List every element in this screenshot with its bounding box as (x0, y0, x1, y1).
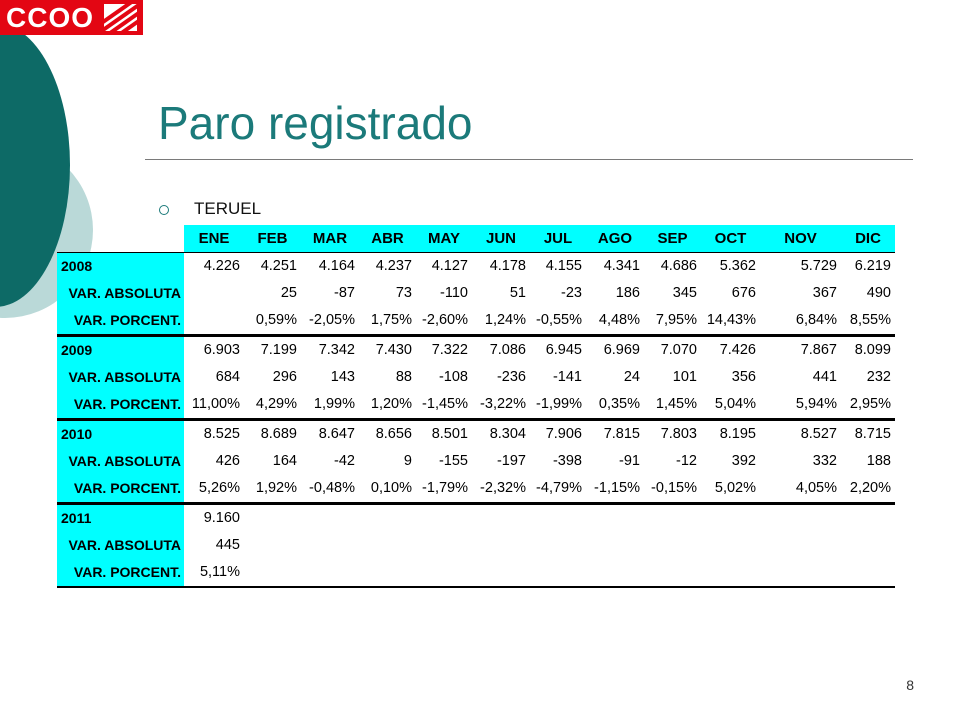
table-cell: 73 (395, 285, 412, 301)
month-header: JUL (530, 225, 586, 253)
table-cell: 8.715 (841, 420, 895, 449)
province-label: TERUEL (194, 199, 262, 218)
table-cell: 1,45% (655, 396, 697, 412)
unemployment-table (57, 225, 895, 588)
table-cell: 25 (280, 285, 297, 301)
table-cell: -1,79% (422, 480, 468, 496)
page-number: 8 (906, 677, 914, 693)
table-cell: -2,60% (422, 312, 468, 328)
table-cell: 4,48% (598, 312, 640, 328)
table-cell (359, 532, 416, 559)
table-cell: -398 (552, 453, 582, 469)
table-cell: 332 (812, 453, 837, 469)
table-cell: 367 (812, 285, 837, 301)
month-header: SEP (644, 225, 701, 253)
table-cell: 2,95% (849, 396, 891, 412)
table-cell: 6.969 (586, 336, 644, 365)
table-cell (244, 559, 301, 587)
table-cell: 11,00% (191, 396, 240, 412)
table-cell (586, 559, 644, 587)
table-cell (244, 504, 301, 533)
month-header: JUN (472, 225, 530, 253)
year-row (57, 504, 895, 533)
year-row (57, 336, 895, 365)
table-cell: -12 (676, 453, 697, 469)
table-cell: 445 (215, 537, 240, 553)
table-cell: 7.322 (416, 336, 472, 365)
table-cell: 5.729 (760, 253, 841, 281)
table-cell: 5,94% (795, 396, 837, 412)
table-cell (184, 307, 244, 336)
table-cell: -108 (438, 369, 468, 385)
table-cell: -141 (552, 369, 582, 385)
table-cell: 8.501 (416, 420, 472, 449)
table-cell: 9 (403, 453, 412, 469)
table-cell: 5,04% (714, 396, 756, 412)
table-cell: -236 (496, 369, 526, 385)
table-cell: 6,84% (795, 312, 837, 328)
table-cell: 1,75% (370, 312, 412, 328)
table-cell: 0,10% (370, 480, 412, 496)
table-cell: 7.815 (586, 420, 644, 449)
row-label: VAR. PORCENT. (57, 559, 184, 587)
table-cell (472, 532, 530, 559)
table-cell: 4.251 (244, 253, 301, 281)
hollow-circle-bullet-icon (159, 205, 169, 215)
month-header: DIC (841, 225, 895, 253)
table-cell: -2,05% (309, 312, 355, 328)
table-cell (530, 504, 586, 533)
table-cell: 164 (272, 453, 297, 469)
table-cell: 8.527 (760, 420, 841, 449)
month-header: MAR (301, 225, 359, 253)
table-cell (586, 504, 644, 533)
table-cell: 101 (672, 369, 697, 385)
table-cell: -1,45% (422, 396, 468, 412)
table-cell: 1,99% (313, 396, 355, 412)
absolute-variation-row (57, 280, 895, 307)
table-cell: -2,32% (480, 480, 526, 496)
table-cell: 8.195 (701, 420, 760, 449)
table-cell: 4.178 (472, 253, 530, 281)
table-cell: 0,59% (255, 312, 297, 328)
table-cell: 7.803 (644, 420, 701, 449)
table-cell (530, 559, 586, 587)
table-cell: 5,26% (198, 480, 240, 496)
aragon-flag-icon (104, 4, 137, 31)
month-header: OCT (701, 225, 760, 253)
table-cell: -155 (438, 453, 468, 469)
page-title: Paro registrado (158, 97, 473, 149)
table-cell (301, 504, 359, 533)
table-cell: -197 (496, 453, 526, 469)
table-cell: -91 (619, 453, 640, 469)
ccoo-logo (0, 0, 143, 35)
row-label: VAR. ABSOLUTA (57, 532, 184, 559)
table-cell: 8.689 (244, 420, 301, 449)
table-cell (472, 504, 530, 533)
year-label: 2011 (57, 504, 184, 533)
table-cell: 7.342 (301, 336, 359, 365)
table-cell: 5,02% (714, 480, 756, 496)
table-cell: 232 (866, 369, 891, 385)
month-header: NOV (760, 225, 841, 253)
table-cell: 4.237 (359, 253, 416, 281)
year-label: 2009 (57, 336, 184, 365)
table-cell: 7.426 (701, 336, 760, 365)
table-cell (416, 532, 472, 559)
table-cell: 7,95% (655, 312, 697, 328)
table-cell: -1,15% (594, 480, 640, 496)
year-row (57, 253, 895, 281)
table-cell (359, 504, 416, 533)
table-cell: 8.099 (841, 336, 895, 365)
table-cell: 7.199 (244, 336, 301, 365)
title-divider (145, 159, 913, 160)
table-cell: 0,35% (598, 396, 640, 412)
table-cell: -87 (334, 285, 355, 301)
table-cell (244, 532, 301, 559)
table-cell: -4,79% (536, 480, 582, 496)
table-cell: 345 (672, 285, 697, 301)
table-cell: 6.903 (184, 336, 244, 365)
table-cell: 356 (731, 369, 756, 385)
row-label: VAR. PORCENT. (57, 307, 184, 336)
table-cell (701, 504, 760, 533)
table-cell: 88 (395, 369, 412, 385)
table-cell (760, 532, 841, 559)
month-header-row (57, 225, 895, 253)
table-cell: 4,05% (795, 480, 837, 496)
table-cell (301, 559, 359, 587)
table-cell: 4.127 (416, 253, 472, 281)
table-cell: 4.686 (644, 253, 701, 281)
table-cell: 6.945 (530, 336, 586, 365)
absolute-variation-row (57, 448, 895, 475)
table-cell: 684 (215, 369, 240, 385)
table-cell (701, 532, 760, 559)
year-label: 2010 (57, 420, 184, 449)
month-header: MAY (416, 225, 472, 253)
row-label: VAR. ABSOLUTA (57, 364, 184, 391)
table-cell (416, 559, 472, 587)
table-cell: 8.304 (472, 420, 530, 449)
table-cell: 5.362 (701, 253, 760, 281)
table-cell (760, 504, 841, 533)
table-cell: 296 (272, 369, 297, 385)
month-header: FEB (244, 225, 301, 253)
month-header: ABR (359, 225, 416, 253)
table-cell: -110 (440, 285, 468, 301)
table-cell: 4,29% (255, 396, 297, 412)
table-cell: -0,15% (651, 480, 697, 496)
table-cell: 6.219 (841, 253, 895, 281)
table-cell: 4.155 (530, 253, 586, 281)
month-header: ENE (184, 225, 244, 253)
table-cell: 188 (866, 453, 891, 469)
table-cell: 676 (731, 285, 756, 301)
table-cell: 7.086 (472, 336, 530, 365)
table-cell: 2,20% (849, 480, 891, 496)
table-cell: 441 (812, 369, 837, 385)
table-cell (841, 559, 895, 587)
table-cell: 1,92% (255, 480, 297, 496)
table-cell: -42 (334, 453, 355, 469)
row-label: VAR. PORCENT. (57, 475, 184, 504)
table-cell (644, 532, 701, 559)
table-cell: 24 (623, 369, 640, 385)
year-row (57, 420, 895, 449)
table-cell (530, 532, 586, 559)
table-cell: 186 (615, 285, 640, 301)
percent-variation-row (57, 559, 895, 587)
table-cell: 490 (866, 285, 891, 301)
table-cell: 5,11% (184, 559, 244, 587)
month-header: AGO (586, 225, 644, 253)
row-label: VAR. PORCENT. (57, 391, 184, 420)
row-label: VAR. ABSOLUTA (57, 280, 184, 307)
percent-variation-row (57, 475, 895, 504)
table-cell (644, 559, 701, 587)
table-cell: 7.430 (359, 336, 416, 365)
table-cell (184, 280, 244, 307)
absolute-variation-row (57, 532, 895, 559)
table-cell (841, 504, 895, 533)
table-cell: -23 (561, 285, 582, 301)
absolute-variation-row (57, 364, 895, 391)
percent-variation-row (57, 307, 895, 336)
table-cell: 8.647 (301, 420, 359, 449)
table-cell: 8,55% (849, 312, 891, 328)
table-cell (701, 559, 760, 587)
table-cell (841, 532, 895, 559)
header-corner (57, 225, 184, 253)
table-cell (359, 559, 416, 587)
logo-text: CCOO (6, 2, 94, 33)
table-cell: -3,22% (480, 396, 526, 412)
table-cell: 8.525 (184, 420, 244, 449)
table-cell: 51 (509, 285, 526, 301)
table-cell (472, 559, 530, 587)
percent-variation-row (57, 391, 895, 420)
table-cell: 4.164 (301, 253, 359, 281)
table-cell: 426 (215, 453, 240, 469)
row-label: VAR. ABSOLUTA (57, 448, 184, 475)
table-cell: 1,20% (370, 396, 412, 412)
table-cell: 14,43% (706, 312, 756, 328)
table-cell: 1,24% (484, 312, 526, 328)
table-cell: 392 (731, 453, 756, 469)
table-cell (416, 504, 472, 533)
table-cell: -1,99% (536, 396, 582, 412)
year-label: 2008 (57, 253, 184, 281)
table-cell: 7.070 (644, 336, 701, 365)
table-cell: -0,48% (309, 480, 355, 496)
table-cell: 4.226 (184, 253, 244, 281)
table-cell (760, 559, 841, 587)
table-cell (301, 532, 359, 559)
table-cell (644, 504, 701, 533)
table-cell: 8.656 (359, 420, 416, 449)
table-cell: 143 (330, 369, 355, 385)
table-cell: 7.867 (760, 336, 841, 365)
table-cell: 9.160 (184, 504, 244, 533)
table-cell (586, 532, 644, 559)
table-cell: 7.906 (530, 420, 586, 449)
table-cell: 4.341 (586, 253, 644, 281)
table-cell: -0,55% (536, 312, 582, 328)
